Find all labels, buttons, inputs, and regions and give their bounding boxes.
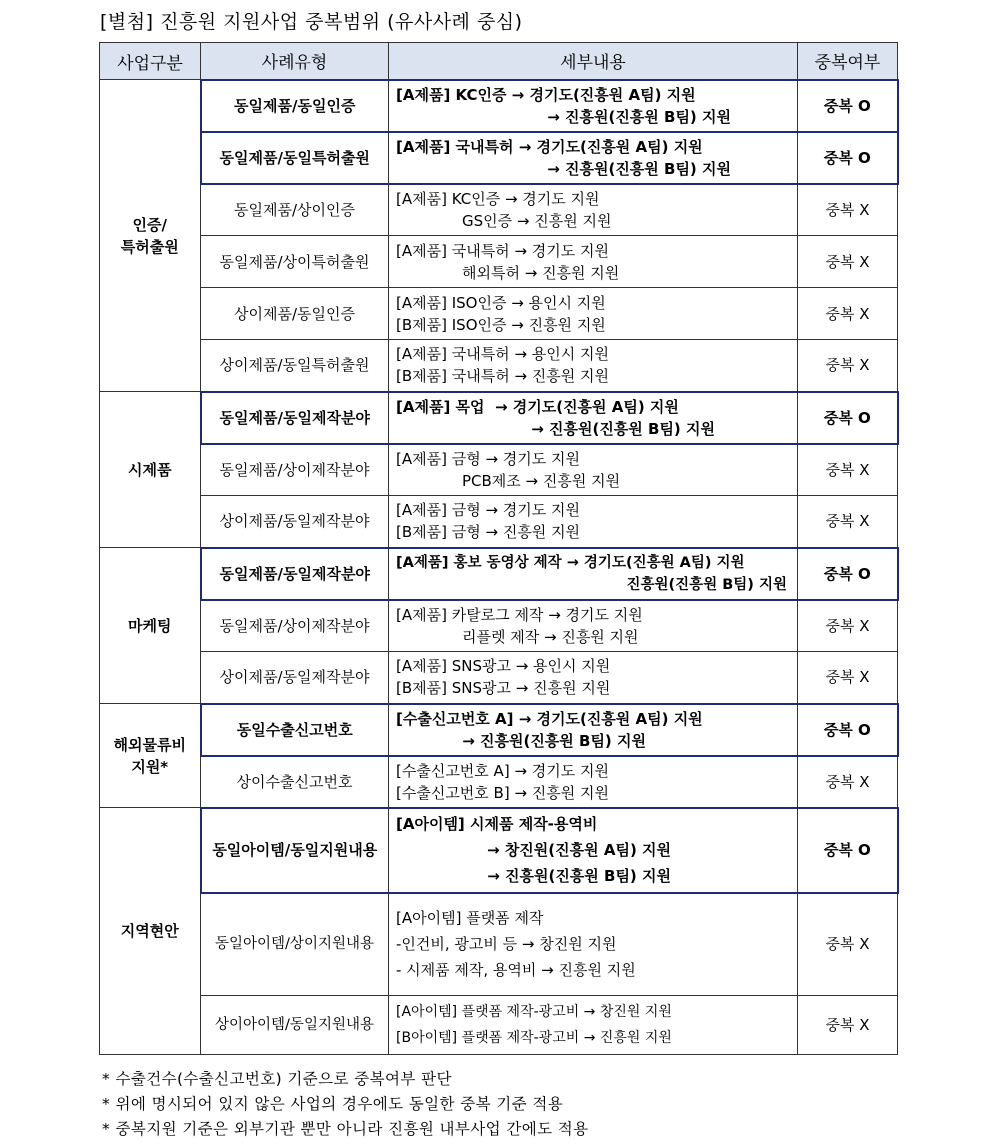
case-type: 동일제품/동일제작분야: [201, 548, 389, 600]
detail: [A제품] KC인증 → 경기도(진흥원 A팀) 지원 → 진흥원(진흥원 B팀) 지원: [389, 80, 798, 132]
case-type: 동일제품/동일특허출원: [201, 132, 389, 184]
overlap-status: 중복 X: [798, 996, 898, 1055]
detail: [수출신고번호 A] → 경기도(진흥원 A팀) 지원 → 진흥원(진흥원 B팀) 지원: [389, 704, 798, 756]
case-type: 상이제품/동일특허출원: [201, 340, 389, 392]
case-type: 상이제품/동일제작분야: [201, 496, 389, 548]
detail: [A제품] 목업 → 경기도(진흥원 A팀) 지원 → 진흥원(진흥원 B팀) 지원: [389, 392, 798, 444]
header-category: 사업구분: [100, 43, 201, 80]
footnotes: [102, 1067, 589, 1142]
table-row: [100, 288, 898, 340]
category-logistics: 해외물류비 지원*: [100, 704, 201, 808]
table-row: [100, 756, 898, 808]
case-type: 상이제품/동일제작분야: [201, 652, 389, 704]
category-cert: 인증/ 특허출원: [100, 80, 201, 392]
table-row: [100, 444, 898, 496]
case-type: 상이수출신고번호: [201, 756, 389, 808]
overlap-status: 중복 X: [798, 184, 898, 236]
overlap-status: 중복 X: [798, 236, 898, 288]
detail: [A제품] 카탈로그 제작 → 경기도 지원 리플렛 제작 → 진흥원 지원: [389, 600, 798, 652]
overlap-status: 중복 O: [798, 392, 898, 444]
table-row: [100, 808, 898, 893]
detail: [A제품] 국내특허 → 경기도(진흥원 A팀) 지원 → 진흥원(진흥원 B팀) 지원: [389, 132, 798, 184]
detail: [A아이템] 플랫폼 제작 -인건비, 광고비 등 → 창진원 지원 - 시제품 제작, 용역비 → 진흥원 지원: [389, 893, 798, 996]
overlap-status: 중복 O: [798, 80, 898, 132]
table-row: [100, 340, 898, 392]
footnote: * 수출건수(수출신고번호) 기준으로 중복여부 판단: [102, 1070, 452, 1088]
overlap-status: 중복 X: [798, 496, 898, 548]
table-row: [100, 496, 898, 548]
case-type: 동일제품/상이제작분야: [201, 600, 389, 652]
overlap-status: 중복 X: [798, 652, 898, 704]
detail: [A제품] 금형 → 경기도 지원 [B제품] 금형 → 진흥원 지원: [389, 496, 798, 548]
table-row: [100, 704, 898, 756]
case-type: 동일제품/상이제작분야: [201, 444, 389, 496]
detail: [A제품] SNS광고 → 용인시 지원 [B제품] SNS광고 → 진흥원 지원: [389, 652, 798, 704]
detail: [A아이템] 플랫폼 제작-광고비 → 창진원 지원 [B아이템] 플랫폼 제작-광고비 → 진흥원 지원: [389, 996, 798, 1055]
case-type: 동일수출신고번호: [201, 704, 389, 756]
overlap-status: 중복 O: [798, 808, 898, 893]
detail: [A제품] 국내특허 → 용인시 지원 [B제품] 국내특허 → 진흥원 지원: [389, 340, 798, 392]
table-row: [100, 184, 898, 236]
overlap-status: 중복 O: [798, 132, 898, 184]
case-type: 동일제품/상이특허출원: [201, 236, 389, 288]
table-row: [100, 996, 898, 1055]
table-header-row: [100, 43, 898, 80]
overlap-status: 중복 X: [798, 893, 898, 996]
overlap-status: 중복 X: [798, 340, 898, 392]
header-detail: 세부내용: [389, 43, 798, 80]
table-row: [100, 80, 898, 132]
overlap-status: 중복 X: [798, 600, 898, 652]
table-row: [100, 600, 898, 652]
footnote: * 중복지원 기준은 외부기관 뿐만 아니라 진흥원 내부사업 간에도 적용: [102, 1120, 589, 1138]
table-row: [100, 548, 898, 600]
table-row: [100, 236, 898, 288]
category-local-issue: 지역현안: [100, 808, 201, 1055]
header-overlap: 중복여부: [798, 43, 898, 80]
table-row: [100, 893, 898, 996]
detail: [A제품] KC인증 → 경기도 지원 GS인증 → 진흥원 지원: [389, 184, 798, 236]
overlap-status: 중복 X: [798, 444, 898, 496]
detail: [A제품] 홍보 동영상 제작 → 경기도(진흥원 A팀) 지원 진흥원(진흥원 B팀) 지원: [389, 548, 798, 600]
footnote: * 위에 명시되어 있지 않은 사업의 경우에도 동일한 중복 기준 적용: [102, 1095, 564, 1113]
detail: [A제품] ISO인증 → 용인시 지원 [B제품] ISO인증 → 진흥원 지원: [389, 288, 798, 340]
table-row: [100, 652, 898, 704]
overlap-status: 중복 O: [798, 704, 898, 756]
overlap-status: 중복 X: [798, 756, 898, 808]
page-title: [별첨] 진흥원 지원사업 중복범위 (유사사례 중심): [100, 11, 523, 33]
detail: [A아이템] 시제품 제작-용역비 → 창진원(진흥원 A팀) 지원 → 진흥원(진흥원 B팀) 지원: [389, 808, 798, 893]
detail: [A제품] 금형 → 경기도 지원 PCB제조 → 진흥원 지원: [389, 444, 798, 496]
detail: [A제품] 국내특허 → 경기도 지원 해외특허 → 진흥원 지원: [389, 236, 798, 288]
case-type: 상이아이템/동일지원내용: [201, 996, 389, 1055]
case-type: 동일제품/상이인증: [201, 184, 389, 236]
header-case-type: 사례유형: [201, 43, 389, 80]
case-type: 상이제품/동일인증: [201, 288, 389, 340]
case-type: 동일제품/동일제작분야: [201, 392, 389, 444]
overlap-table: [99, 42, 899, 1055]
case-type: 동일아이템/동일지원내용: [201, 808, 389, 893]
case-type: 동일아이템/상이지원내용: [201, 893, 389, 996]
overlap-status: 중복 X: [798, 288, 898, 340]
case-type: 동일제품/동일인증: [201, 80, 389, 132]
table-row: [100, 392, 898, 444]
detail: [수출신고번호 A] → 경기도 지원 [수출신고번호 B] → 진흥원 지원: [389, 756, 798, 808]
category-prototype: 시제품: [100, 392, 201, 548]
category-marketing: 마케팅: [100, 548, 201, 704]
table-row: [100, 132, 898, 184]
overlap-status: 중복 O: [798, 548, 898, 600]
